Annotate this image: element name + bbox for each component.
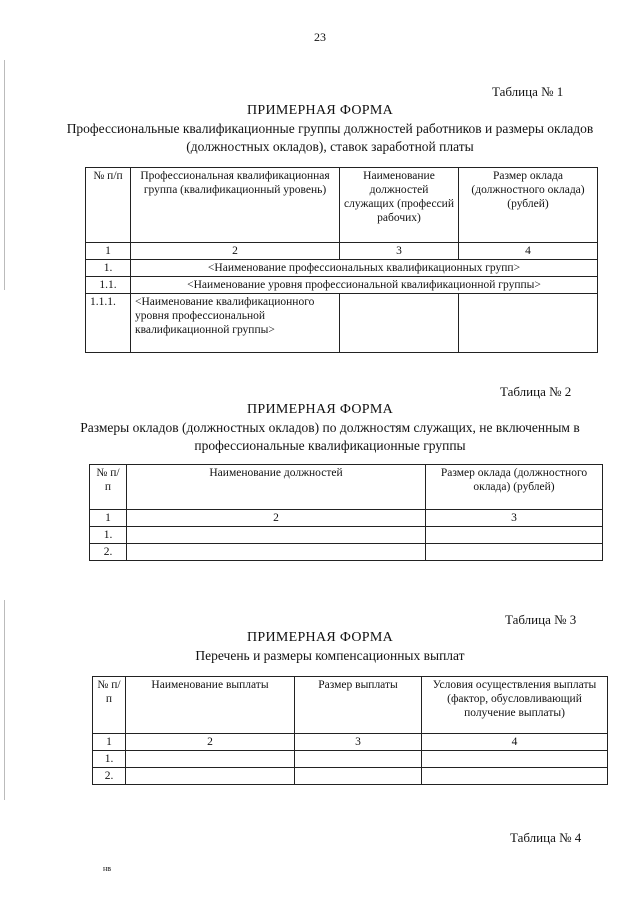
table2 bbox=[89, 464, 603, 561]
table-row bbox=[93, 768, 608, 785]
table2-subtitle: Размеры окладов (должностных окладов) по должностям служащих, не включенным в профессиональные квалификационные группы bbox=[80, 420, 580, 453]
table-cell: 4 bbox=[459, 243, 598, 260]
table-row bbox=[90, 544, 603, 561]
table1-header-positions: Наименование должностей служащих (профессий рабочих) bbox=[340, 168, 459, 243]
footer-mark: нв bbox=[103, 864, 112, 873]
table2-header-num: № п/п bbox=[90, 465, 127, 510]
table-row bbox=[93, 751, 608, 768]
table1-header-salary: Размер оклада (должностного оклада) (рублей) bbox=[459, 168, 598, 243]
table-row bbox=[90, 527, 603, 544]
table-cell: 1 bbox=[86, 243, 131, 260]
table1 bbox=[85, 167, 598, 353]
table3-header-row bbox=[93, 677, 608, 734]
table-cell bbox=[422, 751, 608, 768]
table-cell bbox=[426, 544, 603, 561]
row-number: 1. bbox=[86, 260, 131, 277]
table-row bbox=[86, 260, 598, 277]
table2-header-positions: Наименование должностей bbox=[127, 465, 426, 510]
table-cell: 3 bbox=[340, 243, 459, 260]
table1-subtitle: Профессиональные квалификационные группы должностей работников и размеры окладов (должностных окладов), ставок заработной платы bbox=[66, 121, 594, 154]
row-number: 1.1. bbox=[86, 277, 131, 294]
table-cell bbox=[295, 768, 422, 785]
row-number: 1. bbox=[90, 527, 127, 544]
table-cell: 4 bbox=[422, 734, 608, 751]
table1-header-group: Профессиональная квалификационная группа (квалификационный уровень) bbox=[131, 168, 340, 243]
table3-header-num: № п/п bbox=[93, 677, 126, 734]
table3-form-title: ПРИМЕРНАЯ ФОРМА bbox=[246, 630, 394, 645]
table-cell: 3 bbox=[426, 510, 603, 527]
table3-header-payment: Наименование выплаты bbox=[126, 677, 295, 734]
table3-subtitle: Перечень и размеры компенсационных выплат bbox=[195, 648, 465, 663]
table-cell: 2 bbox=[127, 510, 426, 527]
table-row bbox=[86, 277, 598, 294]
row-number: 1.1.1. bbox=[86, 294, 131, 353]
table3 bbox=[92, 676, 608, 785]
table3-number-row bbox=[93, 734, 608, 751]
table2-header-salary: Размер оклада (должностного оклада) (рублей) bbox=[426, 465, 603, 510]
table3-header-amount: Размер выплаты bbox=[295, 677, 422, 734]
table-cell bbox=[426, 527, 603, 544]
row-text: <Наименование уровня профессиональной квалификационной группы> bbox=[131, 277, 598, 294]
table1-header-row bbox=[86, 168, 598, 243]
table3-label: Таблица № 3 bbox=[505, 612, 577, 627]
row-text: <Наименование квалификационного уровня профессиональной квалификационной группы> bbox=[131, 294, 340, 353]
table4-label: Таблица № 4 bbox=[510, 830, 582, 845]
table2-header-row bbox=[90, 465, 603, 510]
table-cell bbox=[127, 544, 426, 561]
row-number: 2. bbox=[93, 768, 126, 785]
page-number: 23 bbox=[314, 30, 326, 44]
table-cell bbox=[340, 294, 459, 353]
table-cell bbox=[295, 751, 422, 768]
row-number: 2. bbox=[90, 544, 127, 561]
table2-number-row bbox=[90, 510, 603, 527]
scan-edge-mark bbox=[4, 60, 5, 290]
table-cell bbox=[459, 294, 598, 353]
table1-header-num: № п/п bbox=[86, 168, 131, 243]
table-cell bbox=[126, 751, 295, 768]
table-cell: 3 bbox=[295, 734, 422, 751]
table1-form-title: ПРИМЕРНАЯ ФОРМА bbox=[246, 103, 394, 118]
table-cell: 2 bbox=[126, 734, 295, 751]
table3-header-conditions: Условия осуществления выплаты (фактор, обусловливающий получение выплаты) bbox=[422, 677, 608, 734]
table-cell: 1 bbox=[93, 734, 126, 751]
table1-number-row bbox=[86, 243, 598, 260]
table-cell bbox=[422, 768, 608, 785]
table-cell: 1 bbox=[90, 510, 127, 527]
table-cell bbox=[126, 768, 295, 785]
row-text: <Наименование профессиональных квалификационных групп> bbox=[131, 260, 598, 277]
row-number: 1. bbox=[93, 751, 126, 768]
table-cell bbox=[127, 527, 426, 544]
table-cell: 2 bbox=[131, 243, 340, 260]
table-row bbox=[86, 294, 598, 353]
table1-label: Таблица № 1 bbox=[492, 84, 564, 99]
table2-label: Таблица № 2 bbox=[500, 384, 572, 399]
table2-form-title: ПРИМЕРНАЯ ФОРМА bbox=[246, 402, 394, 417]
